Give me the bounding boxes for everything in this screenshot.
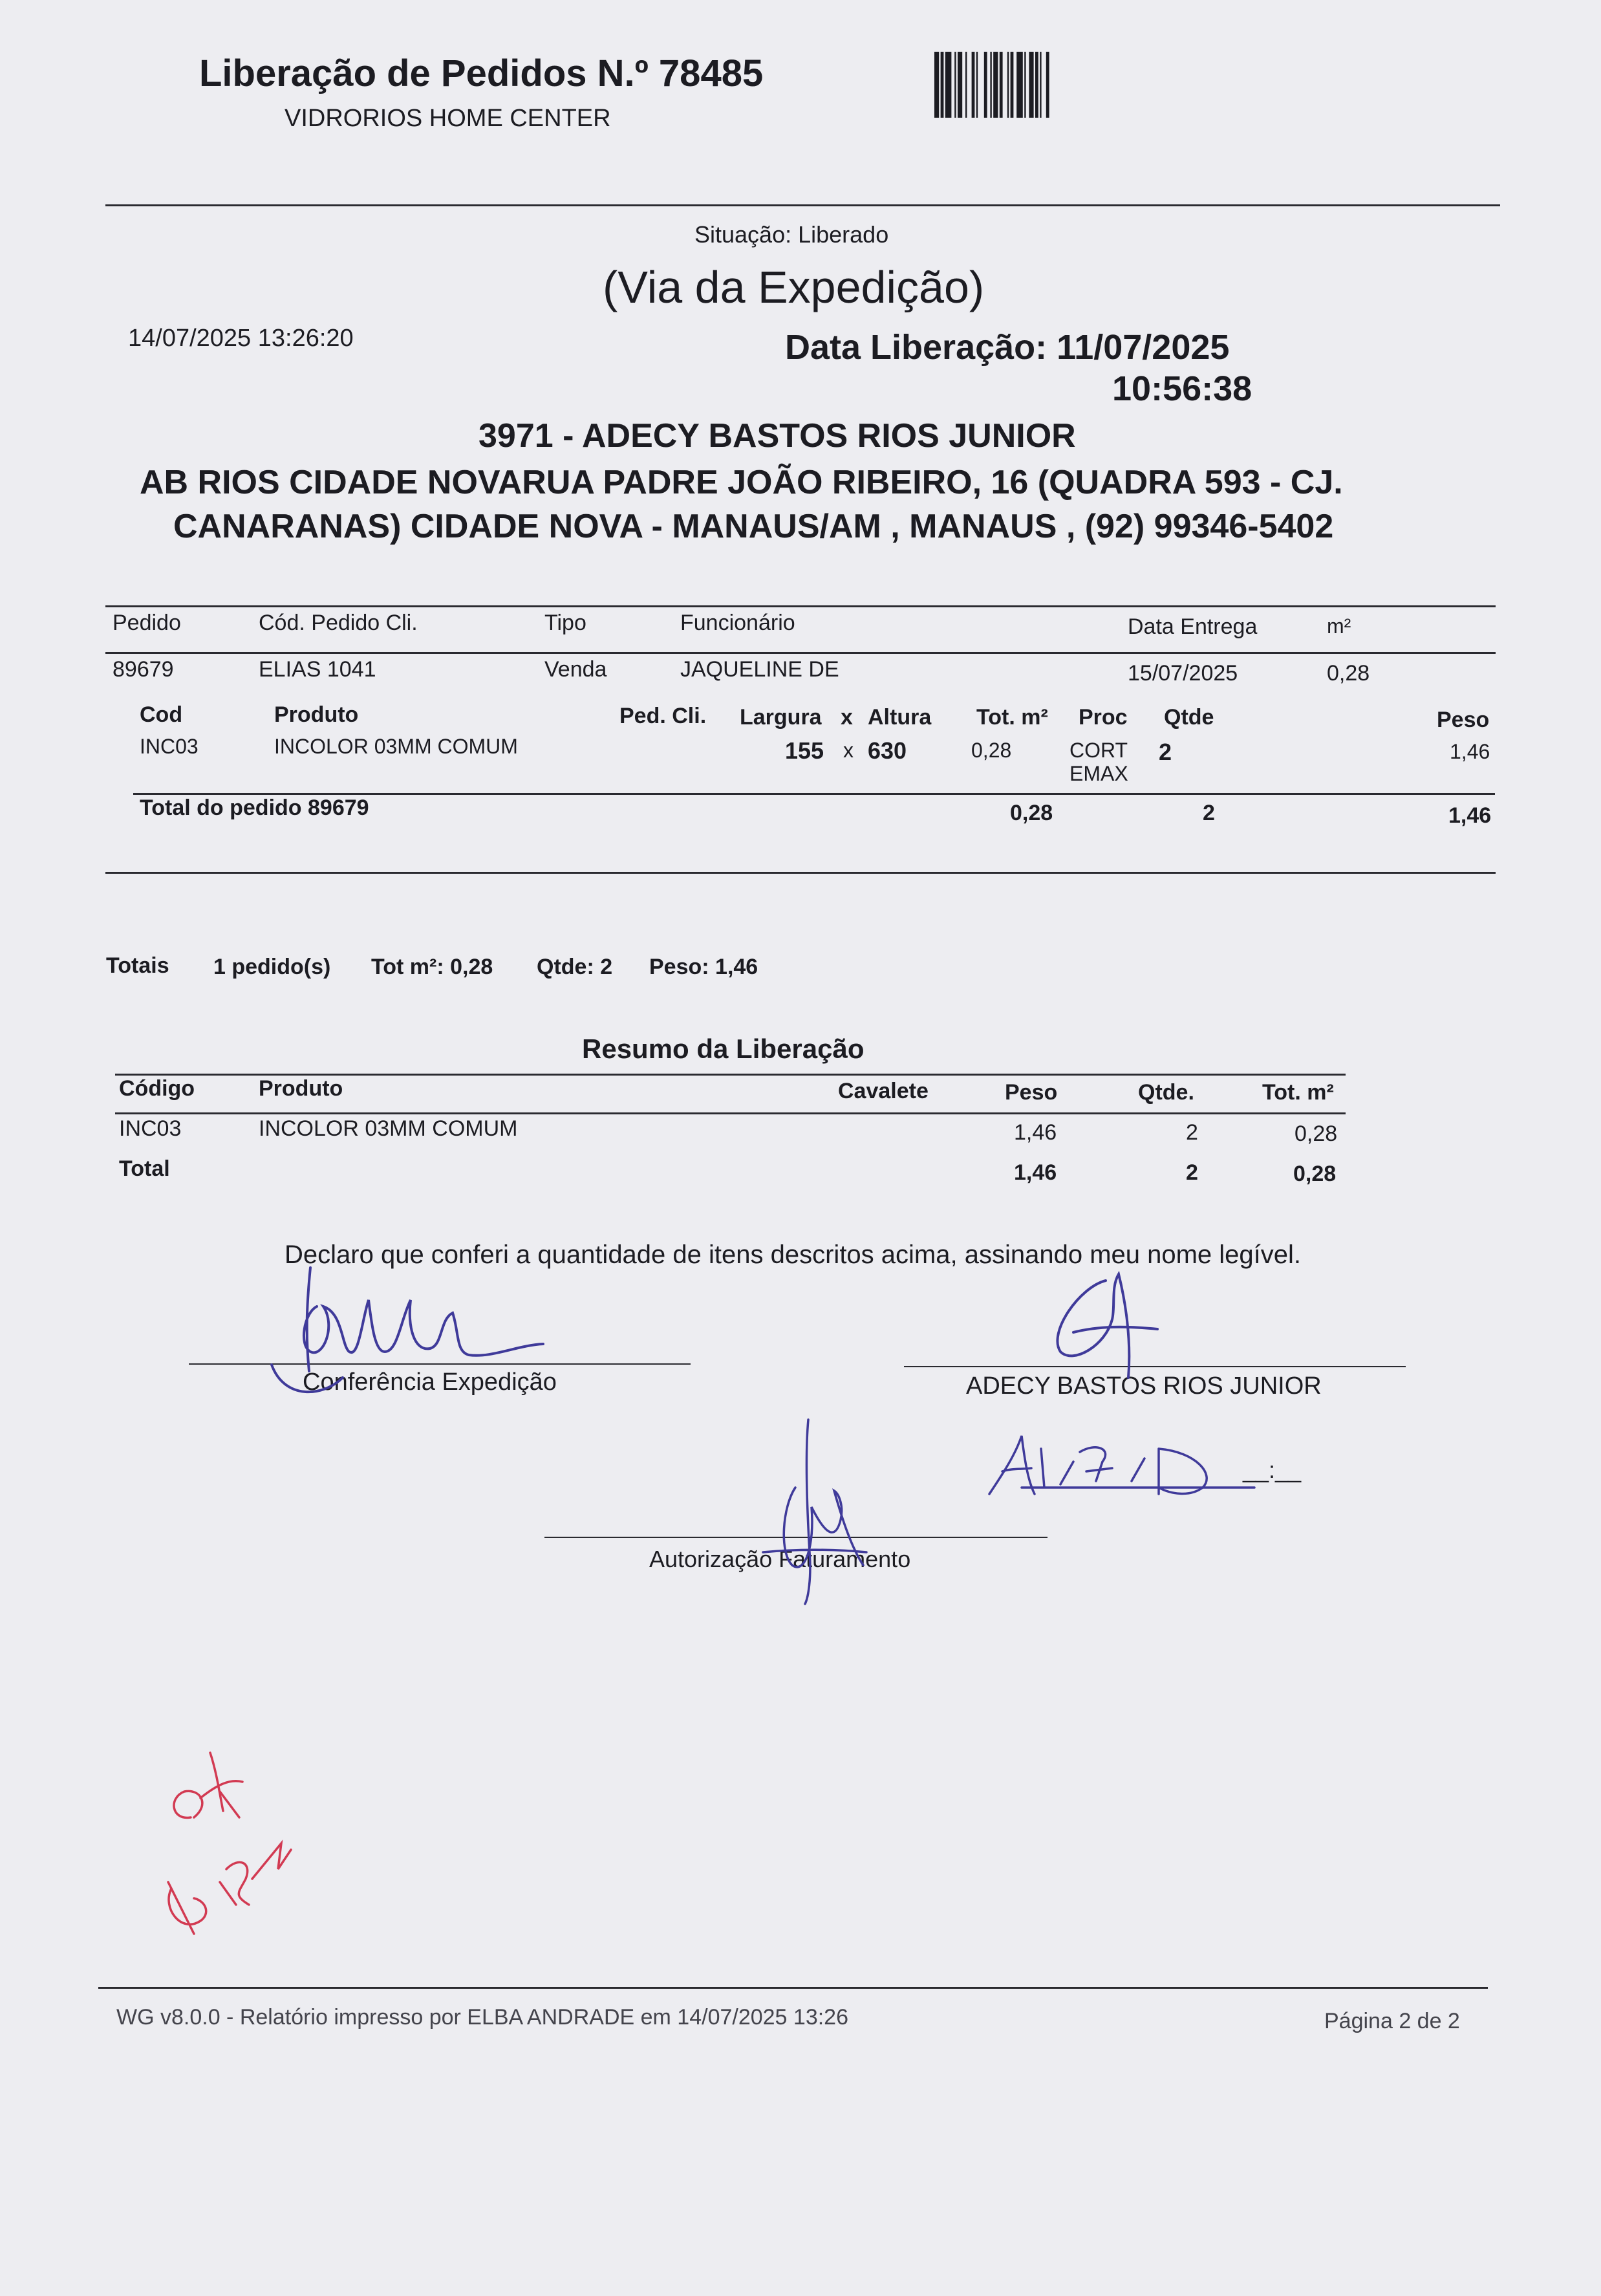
totals-tot-m2: Tot m²: 0,28	[371, 955, 493, 979]
summary-cell-tot-m2: 0,28	[1295, 1121, 1338, 1146]
printed-datetime: 14/07/2025 13:26:20	[128, 325, 354, 352]
summary-cell-qtde: 2	[1186, 1120, 1198, 1145]
items-total-peso: 1,46	[1448, 803, 1492, 828]
items-header-qtde: Qtde	[1164, 705, 1214, 730]
footer-printed-by: WG v8.0.0 - Relatório impresso por ELBA ANDRADE em 14/07/2025 13:26	[116, 2005, 848, 2030]
summary-header-codigo: Código	[119, 1076, 195, 1101]
items-cell-proc-line2: EMAX	[1069, 762, 1128, 785]
items-cell-proc-line1: CORT	[1069, 739, 1128, 762]
order-header-data-entrega: Data Entrega	[1128, 614, 1258, 639]
items-cell-tot-m2: 0,28	[971, 739, 1012, 762]
handwritten-date-icon	[983, 1423, 1254, 1507]
items-bottom-divider	[105, 872, 1496, 874]
summary-cell-codigo: INC03	[119, 1116, 182, 1141]
signature-autorizacao-icon	[744, 1416, 873, 1610]
customer-address-line2: CANARANAS) CIDADE NOVA - MANAUS/AM , MANAUS , (92) 99346-5402	[173, 508, 1334, 545]
items-cell-altura: 630	[868, 737, 907, 764]
items-cell-qtde: 2	[1159, 739, 1172, 765]
customer-name: 3971 - ADECY BASTOS RIOS JUNIOR	[478, 417, 1076, 455]
signature-label-autorizacao: Autorização Faturamento	[649, 1546, 911, 1572]
signature-cliente-icon	[1035, 1268, 1190, 1384]
order-header-tipo: Tipo	[544, 611, 586, 635]
barcode-icon	[934, 52, 1180, 118]
order-header-pedido: Pedido	[113, 611, 181, 635]
signature-label-conferencia: Conferência Expedição	[303, 1369, 557, 1396]
handwritten-note-icon	[155, 1740, 343, 1934]
footer-page-number: Página 2 de 2	[1324, 2009, 1460, 2033]
items-header-x: x	[841, 705, 853, 730]
customer-address-line1: AB RIOS CIDADE NOVARUA PADRE JOÃO RIBEIRO, 16 (QUADRA 593 - CJ.	[140, 464, 1343, 501]
order-cell-m2: 0,28	[1327, 661, 1370, 686]
summary-cell-peso: 1,46	[1014, 1120, 1057, 1145]
items-header-peso: Peso	[1437, 708, 1490, 732]
summary-header-qtde: Qtde.	[1138, 1080, 1194, 1105]
items-header-tot-m2: Tot. m²	[976, 705, 1048, 730]
summary-top-border	[115, 1074, 1346, 1076]
release-time: 10:56:38	[1112, 369, 1252, 408]
document-title: Liberação de Pedidos N.º 78485	[199, 52, 764, 94]
release-date: Data Liberação: 11/07/2025	[785, 328, 1230, 367]
items-total-qtde: 2	[1203, 801, 1215, 825]
via-label: (Via da Expedição)	[603, 262, 985, 312]
order-cell-tipo: Venda	[544, 657, 607, 682]
items-cell-produto: INCOLOR 03MM COMUM	[274, 735, 518, 758]
items-header-largura: Largura	[740, 705, 822, 730]
signature-label-cliente: ADECY BASTOS RIOS JUNIOR	[966, 1372, 1322, 1400]
signature-conferencia-icon	[246, 1261, 556, 1423]
items-header-ped-cli: Ped. Cli.	[619, 704, 707, 728]
status-text: Situação: Liberado	[694, 221, 889, 248]
totals-qtde: Qtde: 2	[537, 955, 613, 979]
summary-header-peso: Peso	[1005, 1080, 1058, 1105]
summary-header-produto: Produto	[259, 1076, 343, 1101]
order-table-top-border	[105, 605, 1496, 607]
items-cell-x: x	[843, 739, 854, 762]
summary-cell-produto: INCOLOR 03MM COMUM	[259, 1116, 518, 1141]
items-header-altura: Altura	[868, 705, 932, 730]
header-divider	[105, 204, 1500, 206]
totals-pedidos: 1 pedido(s)	[213, 955, 331, 979]
order-header-cod-pedido-cli: Cód. Pedido Cli.	[259, 611, 418, 635]
items-cell-peso: 1,46	[1450, 740, 1490, 763]
totals-label: Totais	[106, 953, 169, 978]
items-total-label: Total do pedido 89679	[140, 796, 369, 820]
time-blank: __:__	[1243, 1457, 1302, 1483]
declaration-text: Declaro que conferi a quantidade de itens descritos acima, assinando meu nome legível.	[285, 1240, 1302, 1269]
company-name: VIDRORIOS HOME CENTER	[285, 105, 611, 132]
summary-header-cavalete: Cavalete	[838, 1079, 929, 1103]
order-header-funcionario: Funcionário	[680, 611, 795, 635]
items-total-tot-m2: 0,28	[1010, 801, 1053, 825]
order-cell-cod-pedido-cli: ELIAS 1041	[259, 657, 376, 682]
summary-total-qtde: 2	[1186, 1160, 1198, 1185]
summary-total-peso: 1,46	[1014, 1160, 1057, 1185]
items-header-produto: Produto	[274, 702, 359, 727]
summary-title: Resumo da Liberação	[582, 1034, 865, 1064]
order-table-header-border	[105, 652, 1496, 654]
items-header-cod: Cod	[140, 702, 183, 727]
summary-header-tot-m2: Tot. m²	[1262, 1080, 1334, 1105]
summary-total-label: Total	[119, 1156, 170, 1181]
totals-peso: Peso: 1,46	[649, 955, 758, 979]
order-cell-funcionario: JAQUELINE DE	[680, 657, 839, 682]
order-cell-pedido: 89679	[113, 657, 174, 682]
order-cell-data-entrega: 15/07/2025	[1128, 661, 1238, 686]
items-cell-largura: 155	[785, 737, 824, 764]
summary-header-border	[115, 1112, 1346, 1114]
items-cell-cod: INC03	[140, 735, 199, 758]
order-header-m2: m²	[1327, 614, 1351, 638]
summary-total-tot-m2: 0,28	[1293, 1162, 1337, 1186]
footer-divider	[98, 1987, 1488, 1989]
items-total-divider	[133, 793, 1495, 795]
items-header-proc: Proc	[1079, 705, 1128, 730]
